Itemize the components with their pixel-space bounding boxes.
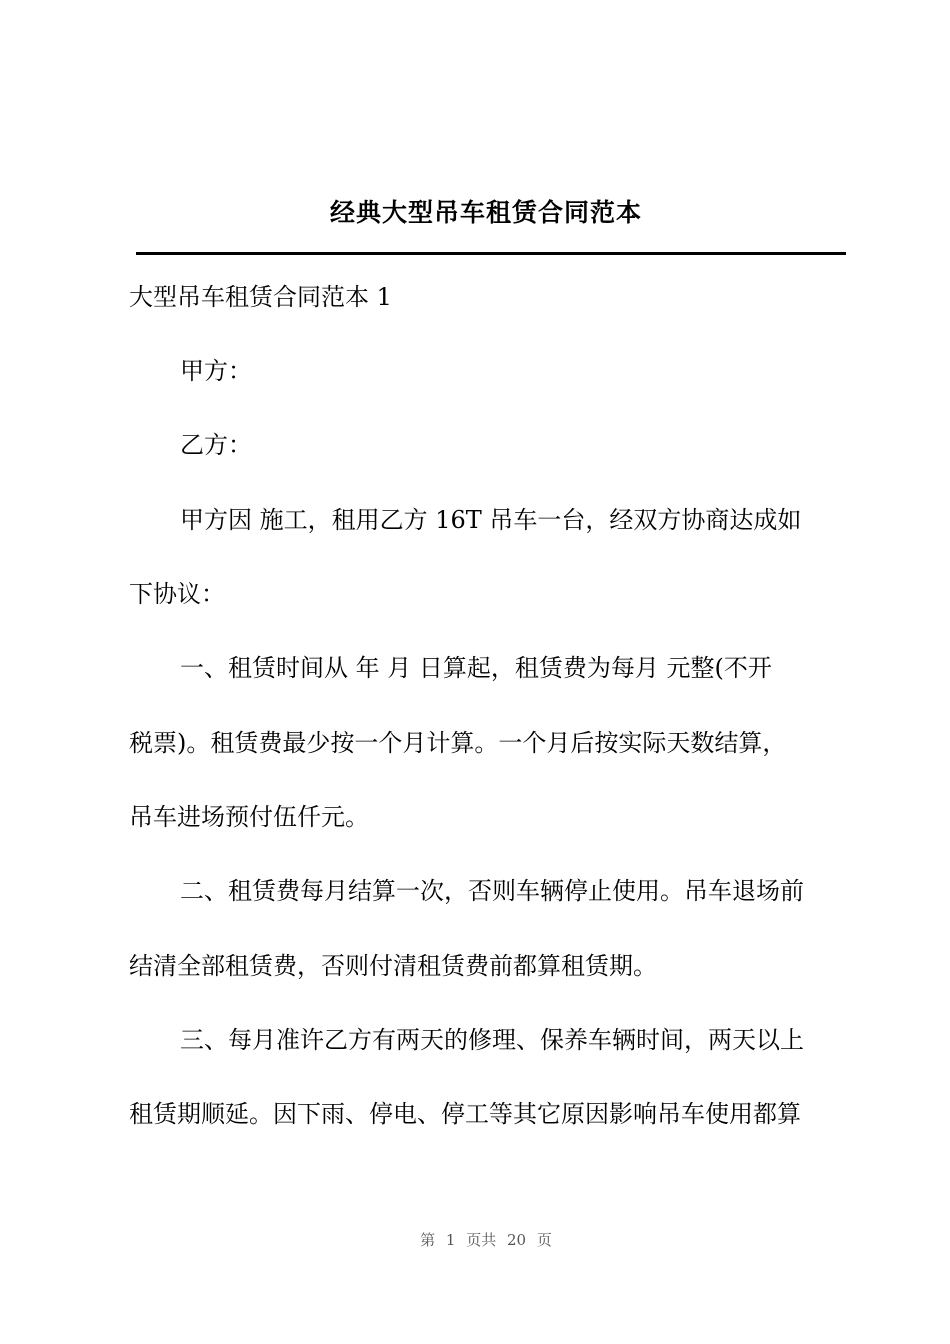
paragraph-line: 二、租赁费每月结算一次，否则车辆停止使用。吊车退场前 — [180, 877, 804, 905]
title-divider — [136, 252, 846, 255]
party-a-line: 甲方： — [180, 357, 252, 385]
paragraph-line: 三、每月准许乙方有两天的修理、保养车辆时间，两天以上 — [180, 1026, 804, 1054]
paragraph-line: 税票)。租赁费最少按一个月计算。一个月后按实际天数结算， — [129, 729, 787, 757]
paragraph-line: 甲方因 施工，租用乙方 16T 吊车一台，经双方协商达成如 — [180, 506, 802, 534]
paragraph-line: 租赁期顺延。因下雨、停电、停工等其它原因影响吊车使用都算 — [129, 1100, 801, 1128]
page-footer: 第 1 页共 20 页 — [420, 1231, 552, 1249]
document-title: 经典大型吊车租赁合同范本 — [329, 198, 642, 227]
section-heading: 大型吊车租赁合同范本 1 — [129, 283, 392, 311]
paragraph-line: 吊车进场预付伍仟元。 — [129, 803, 369, 831]
party-b-line: 乙方： — [180, 431, 252, 459]
paragraph-line: 下协议： — [129, 580, 225, 608]
paragraph-line: 一、租赁时间从 年 月 日算起，租赁费为每月 元整(不开 — [180, 654, 772, 682]
paragraph-line: 结清全部租赁费，否则付清租赁费前都算租赁期。 — [129, 952, 657, 980]
